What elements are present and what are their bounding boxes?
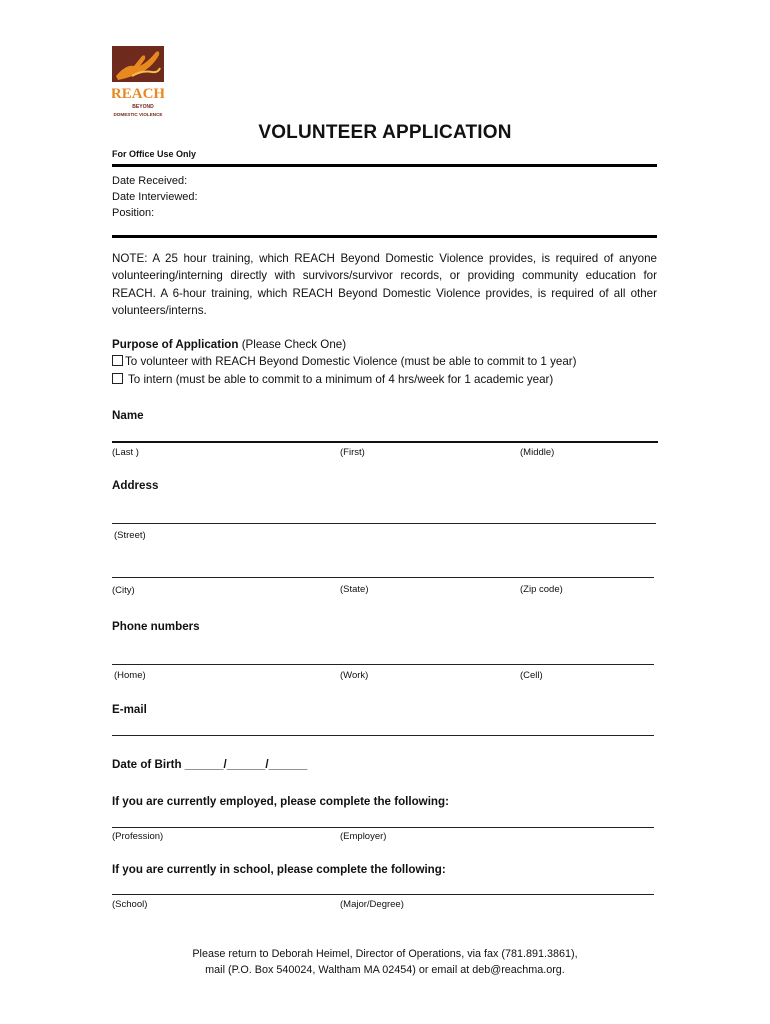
return-instructions — [0, 946, 770, 978]
name-first-label: (First) — [340, 447, 365, 458]
phone-work-label: (Work) — [340, 670, 369, 681]
employment-heading: If you are currently employed, please complete the following: — [112, 795, 449, 808]
logo-line2: DOMESTIC VIOLENCE — [113, 112, 163, 117]
state-label: (State) — [340, 584, 369, 595]
volunteer-option[interactable] — [112, 355, 577, 368]
phone-heading: Phone numbers — [112, 620, 200, 633]
date-interviewed-label: Date Interviewed: — [112, 191, 198, 203]
reach-logo-graphic — [112, 46, 164, 120]
page-title: VOLUNTEER APPLICATION — [258, 122, 512, 143]
intern-option[interactable] — [112, 373, 553, 386]
logo-word: REACH — [112, 86, 164, 102]
address-heading: Address — [112, 479, 159, 492]
position-label: Position: — [112, 207, 155, 219]
name-middle-label: (Middle) — [520, 447, 555, 458]
phone-cell-label: (Cell) — [520, 670, 543, 681]
return-instructions-line1: Please return to Deborah Heimel, Director of Operations, via fax (781.891.3861), — [192, 948, 578, 960]
employer-label: (Employer) — [340, 831, 387, 842]
street-label: (Street) — [114, 530, 146, 541]
profession-label: (Profession) — [112, 831, 164, 842]
intern-option-label: To intern (must be able to commit to a minimum of 4 hrs/week for 1 academic year) — [125, 373, 554, 386]
office-use-heading: For Office Use Only — [112, 149, 197, 159]
purpose-hint: (Please Check One) — [238, 338, 347, 351]
school-label: (School) — [112, 899, 148, 910]
volunteer-checkbox[interactable] — [112, 355, 123, 366]
name-last-label: (Last ) — [112, 447, 139, 458]
name-input-line[interactable] — [112, 441, 658, 443]
reach-logo — [112, 46, 164, 120]
zip-label: (Zip code) — [520, 584, 563, 595]
training-note: NOTE: A 25 hour training, which REACH Beyond Domestic Violence provides, is required of anyone volunteering/interning directly with survivors/survivor records, or providing community education for REACH. A 6-hour training, which REACH Beyond Domestic Violence provides, is required of all other volunteers/interns. — [112, 252, 657, 317]
email-heading: E-mail — [112, 703, 147, 716]
phone-input-line[interactable] — [112, 664, 654, 665]
street-input-line[interactable] — [112, 523, 656, 524]
phone-home-label: (Home) — [114, 670, 146, 681]
email-input-line[interactable] — [112, 735, 654, 736]
return-instructions-line2: mail (P.O. Box 540024, Waltham MA 02454) or email at deb@reachma.org. — [205, 964, 565, 976]
city-label: (City) — [112, 585, 135, 596]
office-top-rule — [112, 164, 657, 167]
logo-line1: BEYOND — [132, 104, 154, 110]
city-state-zip-input-line[interactable] — [112, 577, 654, 578]
purpose-heading: Purpose of Application — [112, 338, 239, 351]
volunteer-option-label: To volunteer with REACH Beyond Domestic Violence (must be able to commit to 1 year) — [125, 355, 577, 368]
purpose-heading-row — [112, 338, 346, 351]
name-heading: Name — [112, 409, 144, 422]
intern-checkbox[interactable] — [112, 373, 123, 384]
major-degree-label: (Major/Degree) — [340, 899, 404, 910]
office-bottom-rule — [112, 235, 657, 238]
school-heading: If you are currently in school, please complete the following: — [112, 863, 446, 876]
employment-input-line[interactable] — [112, 827, 654, 828]
date-of-birth-field[interactable]: Date of Birth ______/______/______ — [112, 758, 308, 771]
date-received-label: Date Received: — [112, 175, 188, 187]
school-input-line[interactable] — [112, 894, 654, 895]
